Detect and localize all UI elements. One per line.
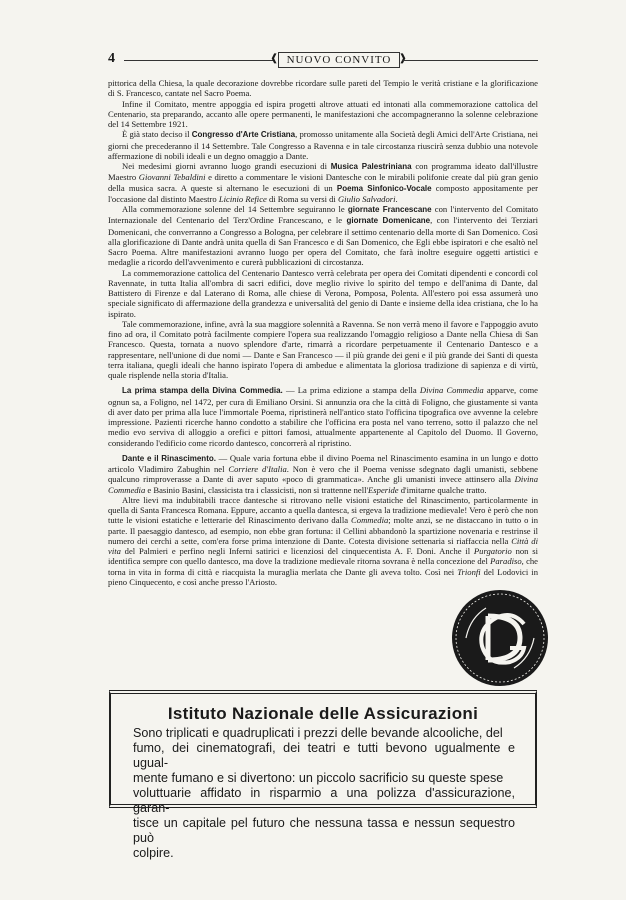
italic-run: Trionfi [457,566,481,577]
section-heading: Dante e il Rinascimento. [122,453,216,463]
text-run: e diretto a commentare le visioni Dantesche con le mirabili polifonie create dal più gran genio della musica sacra. A queste si alternano le esecuzioni di un [108,172,538,193]
insurance-advertisement [109,690,537,860]
ad-line: mente fumano e si divertono: un piccolo sacrificio su queste spese [133,771,504,785]
italic-run: Corriere d'Italia [228,464,287,474]
ad-line: colpire. [133,846,174,860]
italic-run: Commedia [351,515,389,526]
text-run: e Basinio Basini, classicista tra i classicisti, non si trattenne nell' [145,484,369,495]
text-run: del Lodovici in pieno Cinquecento, e così anche presso l'Ariosto. [108,566,538,587]
section-rinascimento [108,453,538,495]
text-run: , con l'intervento dei Terziari Domenicani, che converranno a Congresso a Bologna, per celebrare il settimo centenario della morte di San Domenico. Così alla glorificazione di Dante andrà unita quella di San Francesco e di San Domenico, che Egli ebbe ispiratori e che esaltò nel Sacro Poema. Altre manifestazioni avranno luogo per opera del Comitato, che farà inoltre eseguire oggetti artistici e medaglie a ricordo dell'avvenimento e curerà pubblicazioni di circostanza. [108,215,538,268]
text-run: Nei medesimi giorni avranno luogo grandi esecuzioni di [122,161,331,171]
journal-title: ❰ NUOVO CONVITO ❱ [278,52,400,68]
section-heading: La prima stampa della Divina Commedia. [122,386,283,396]
text-run: , promosso unitamente alla Società degli Amici dell'Arte Cristiana, nei giorni che precederanno il 14 Settembre. Tale Congresso a Ravenna e in tale circostanza riuscirà senza dubbio una notevole affermazione di nobili ideali e un degno omaggio a Dante. [108,129,538,161]
text-run: non si identifica sempre con quello dantesco, ma dove la tradizione medievale ritorna sovrana è nella concezione del [108,546,538,567]
paragraph-4 [108,161,538,204]
text-run: del Palmieri e perfino negli Inferni satirici e licenziosi del cinquecentista A. F. Doni. Anche il [120,546,474,556]
bold-run: Congresso d'Arte Cristiana [191,130,296,140]
bold-run: Poema Sinfonico-Vocale [336,183,432,193]
paragraph-2: Infine il Comitato, mentre appoggia ed ispira progetti altrove attuati ed intonati alla commemorazione cattolica del Centenario, sta preparando, accanto alle opere permanenti, le manifestazioni che accompagneranno la solenne celebrazione del 14 Settembre 1921. [108,98,538,129]
italic-run: Città di vita [108,535,538,556]
section-prima-stampa [108,385,538,448]
paragraph-1: pittorica della Chiesa, la quale decorazione dovrebbe ricordare sulle pareti del Tempio le verità cristiane e la glorificazione di S. Francesco, cantate nel Sacro Poema. [108,78,538,99]
italic-run: Licinio Refice [218,193,267,204]
ad-title: Istituto Nazionale delle Assicurazioni [167,704,479,723]
ad-body [133,726,515,861]
text-run: con programma ideato dall'illustre Maestro [108,161,538,183]
italic-run: Giovanni Tebaldini [138,172,206,183]
text-run: di Roma su versi di [266,193,338,204]
bold-run: giornate Francescane [347,205,432,214]
text-run: ; molte anzi, se ne distaccano in tutto o in parte. Il paesaggio dantesco, ad esempio, non ebbe gran fortuna: il Cellini abbandonò la spartizione novenaria e restrinse il numero dei cerchi a sette, com'era forse prima intenzione di Dante. Cotesta divisione settenaria si riaffaccia nella [108,515,538,546]
bold-run: Musica Palestriniana [330,162,412,171]
italic-run: Paradiso [490,556,522,567]
text-run: Alla commemorazione solenne del 14 Settembre seguiranno le [122,204,348,214]
ad-line: tisce un capitale pel futuro che nessuna tassa e nessun sequestro può [133,816,515,845]
text-run: , che torna in vita in forma di città e riacquista la muraglia merlata che Dante gli aveva tolto. Così nei [108,556,538,577]
italic-run: Purgatorio [473,546,512,556]
header-rule-right [402,60,538,61]
text-run: d'imitarne qualche tratto. [398,484,487,495]
paragraph-3 [108,129,538,161]
paragraph-7: Tale commemorazione, infine, avrà la sua maggiore solennità a Ravenna. Se non verrà meno il favore e l'appoggio avuto fino ad ora, il Comitato potrà facilmente compiere l'opera sua realizzando l'omaggio religioso a Dante nella Chiesa di San Francesco. Questa, tornata a nuovo splendore d'arte, rimarrà a ricordare perpetuamente il Centenario Dantesco e a rappresentare, nell'unione di due nomi — Dante e San Francesco — il più grande dei geni e il più grande dei Santi di questa terra italiana, quegli ideali che hanno ispirato l'opera di ambedue e alimentata la gloriosa tradizione di sapienza e di virtù, quale risplende nella storia d'Italia. [108,318,538,380]
paragraph-5 [108,204,538,268]
running-header [108,51,538,69]
ad-line: voluttuarie affidato in risparmio a una polizza d'assicurazione, garan- [133,786,515,815]
text-run: apparve, come ognun sa, a Foligno, nel 1472, per cura di Emiliano Orsini. Si annunzia ora che la città di Foligno, che giustamente si vanta di aver dato per prima alla luce l'immortale Poema, ripristinerà nell'antico stato l'officina tipografica ove avvenne la celebre impressione. Pazienti ricerche hanno condotto a stabilire che l'officina era posta nel vano terreno, sotto il palazzo che nel medio evo serviva di alloggio a orefici e pittori famosi, attualmente appartenente al Capitolo del Duomo. Il Governo, considerando l'edificio come ricordo dantesco, concorrerà al ripristino. [108,385,538,448]
bold-run: giornate Domenicane [346,216,431,226]
page-number: 4 [108,51,115,66]
text-run: — La prima edizione a stampa della [282,385,420,396]
paragraph-6: La commemorazione cattolica del Centenario Dantesco verrà celebrata per opera dei Comitati dipendenti e concordi col Ravennate, in tutta Italia all'ombra di sacri edifici, dove meglio rivive lo spirito del tempo e dell'anima di Dante, dal Battistero di Firenze e dal Laterano di Roma, alle chiese di Verona, Pomposa, Polenta. All'estero poi essa assumerà uno speciale significato di affermazione della grandezza e universalità del genio di Dante e insieme della idea cristiana, che lo ha ispirato. [108,267,538,319]
header-rule-left [124,60,274,61]
text-run: — Quale varia fortuna ebbe il divino Poema nel Rinascimento esamina in un lungo e dotto articolo Vladimiro Zabughin nel [108,452,539,474]
text-run: con l'intervento del Comitato Internazionale del Centenario del Terz'Ordine Francescano, e le [108,204,539,226]
text-run: Altre lievi ma indubitabili tracce dantesche si ritrovano nelle visioni estatiche del Rinascimento, particolarmente in quella di Santa Francesca Romana. Eppure, accanto a quella dantesca, si ergeva la tradizione medievale! Vero è però che non tutte le visioni estatiche e letterarie del Rinascimento derivano dalla [108,494,538,526]
italic-run: Divina Commedia [419,385,484,396]
italic-run: Esperide [368,484,399,495]
italic-run: Divina Commedia [108,474,538,495]
monogram-seal-icon [450,588,550,688]
text-run: . [395,193,398,204]
ad-line: Sono triplicati e quadruplicati i prezzi delle bevande alcooliche, del [133,726,503,740]
italic-run: Giulio Salvadori [337,193,396,204]
text-run: . Non è vero che il Poema venisse sdegnato dagli umanisti, sebbene qualcuno rimproverasse a Dante di aver saputo «poco di grammatica». Anche gli umanisti invece attinsero alla [108,464,538,485]
text-run: composto appositamente per l'occasione dal distinto Maestro [108,182,539,204]
article-body [108,78,538,587]
text-run: È già stato deciso il [122,129,192,140]
paragraph-8 [108,495,538,587]
ad-line: fumo, dei cinematografi, dei teatri e tutti bevono ugualmente e ugual- [133,741,515,770]
